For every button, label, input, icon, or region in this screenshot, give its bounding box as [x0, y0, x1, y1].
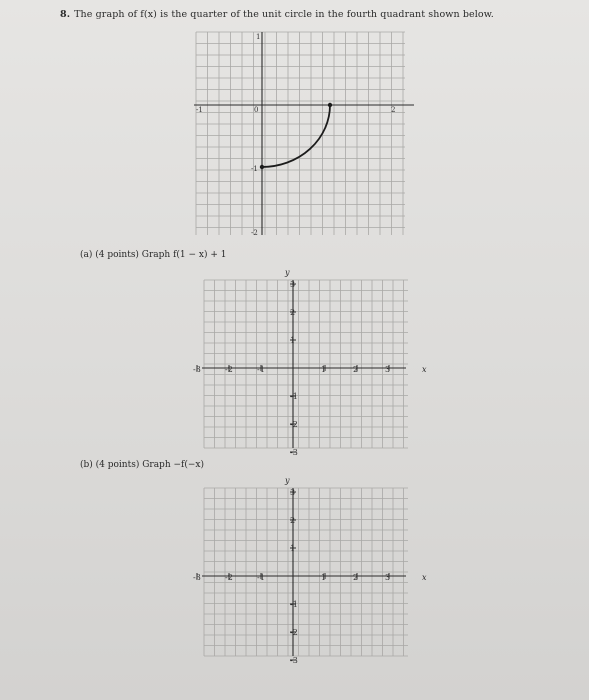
curve-endpoint-top	[328, 103, 332, 107]
question-text: The graph of f(x) is the quarter of the unit circle in the fourth quadrant shown below.	[74, 9, 494, 20]
part-a-x-tick-label: 3	[385, 365, 391, 374]
part-b-x-tick-label: 2	[353, 573, 359, 582]
part-b-y-tick-label: 2	[290, 516, 296, 525]
part-a-y-tick-label: 1	[290, 336, 296, 345]
part-a-y-tick-label: -1	[290, 392, 298, 401]
part-a-y-tick-label: -2	[290, 420, 298, 429]
part-b-y-tick-label: 1	[290, 544, 296, 553]
part-a-y-label: y	[285, 268, 290, 277]
main-tick-origin: 0	[254, 106, 259, 114]
part-b-y-tick-label: -2	[290, 628, 298, 637]
part-b-y-label: y	[285, 476, 290, 485]
part-b-y-tick-label: -1	[290, 600, 298, 609]
part-b-y-tick-label: -3	[290, 656, 298, 665]
part-b-x-tick-label: -3	[193, 573, 201, 582]
part-b-x-tick-label: -2	[225, 573, 233, 582]
main-tick-y-neg2: -2	[251, 229, 258, 237]
part-a-x-label: x	[422, 365, 427, 374]
part-a-y-tick-label: -3	[290, 448, 298, 457]
part-b-x-tick-label: -1	[257, 573, 265, 582]
part-a-label: (a) (4 points) Graph f(1 − x) + 1	[80, 250, 227, 260]
part-b-x-label: x	[422, 573, 427, 582]
main-tick-x-2: 2	[391, 106, 396, 114]
part-b-y-tick-label: 3	[290, 488, 296, 497]
main-tick-x-neg1: -1	[196, 106, 203, 114]
part-a-x-tick-label: -1	[257, 365, 265, 374]
part-a-y-tick-label: 2	[290, 308, 296, 317]
part-a-x-tick-label: 1	[321, 365, 327, 374]
quarter-circle-curve	[262, 105, 330, 167]
part-a-x-tick-label: -3	[193, 365, 201, 374]
part-b-x-tick-label: 1	[321, 573, 327, 582]
question-number: 8.	[60, 9, 71, 20]
curve-endpoint-bottom	[260, 165, 264, 169]
main-graph	[190, 30, 420, 245]
part-b-x-tick-label: 3	[385, 573, 391, 582]
main-tick-y-1: 1	[256, 33, 261, 41]
question-title	[60, 9, 494, 20]
part-b-label: (b) (4 points) Graph −f(−x)	[80, 460, 204, 470]
part-a-x-tick-label: 2	[353, 365, 359, 374]
part-b-graph	[193, 476, 436, 665]
part-a-graph	[193, 268, 436, 457]
part-a-x-tick-label: -2	[225, 365, 233, 374]
part-a-y-tick-label: 3	[290, 280, 296, 289]
main-tick-y-neg1: -1	[251, 165, 258, 173]
